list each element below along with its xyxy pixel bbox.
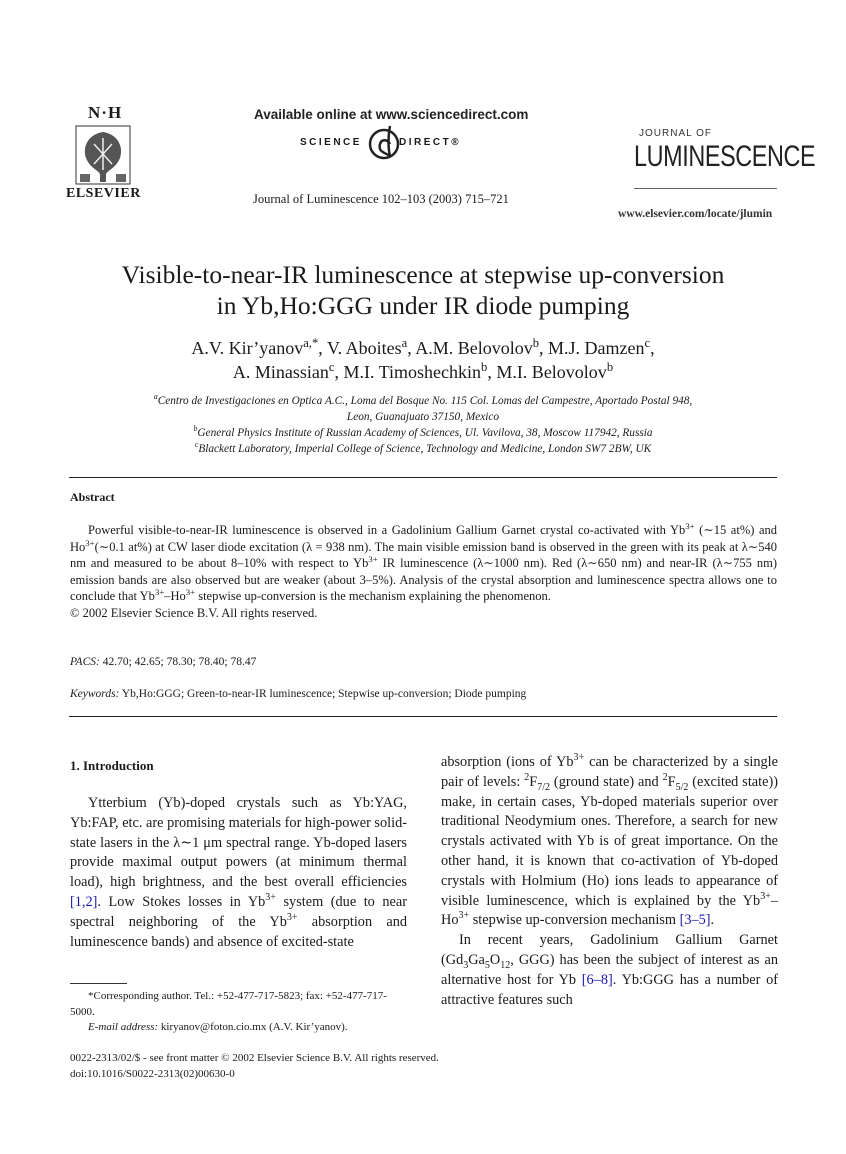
journal-logo-small: JOURNAL OF <box>639 128 712 139</box>
divider <box>69 716 777 717</box>
footnote: *Corresponding author. Tel.: +52-477-717-5823; fax: +52-477-717-5000. E-mail address: kiryanov@foton.cio.mx (A.V. Kir’yanov). <box>70 990 387 1033</box>
citation-link[interactable]: [3–5] <box>679 912 711 929</box>
author: , M.J. Damzen <box>539 338 645 358</box>
section-heading: 1. Introduction <box>70 758 154 773</box>
author-affil-sup: a <box>401 336 408 350</box>
author-affil-sup: b <box>481 360 488 374</box>
abstract-heading: Abstract <box>70 490 115 504</box>
elsevier-tree-logo-icon <box>74 124 132 186</box>
intro-right-column <box>441 753 778 1010</box>
author-line-2 <box>0 360 846 384</box>
author: , M.I. Belovolov <box>487 362 607 382</box>
citation-link[interactable]: [1,2] <box>70 893 98 910</box>
author-affil-sup: c <box>328 360 335 374</box>
author: , A.M. Belovolov <box>407 338 533 358</box>
footnote-rule <box>70 983 127 984</box>
title-line: in Yb,Ho:GGG under IR diode pumping <box>216 291 630 320</box>
sciencedirect-left: SCIENCE <box>300 137 362 148</box>
author: A.V. Kir’yanov <box>191 338 304 358</box>
affiliation-b: $^b$General Physics Institute of Russian Academy of Sciences, Ul. Vavilova, 38, Moscow 117942, Russia <box>193 424 653 439</box>
author-affil-sup: a, <box>303 336 312 350</box>
journal-logo-rule <box>634 188 777 189</box>
keywords: Keywords: Yb,Ho:GGG; Green-to-near-IR luminescence; Stepwise up-conversion; Diode pumping <box>70 688 527 700</box>
author-line-1: A.V. Kir’yanov$^{a,*}$, V. Aboites$^a$, A.M. Belovolov$^b$, M.J. Damzen$^c$, <box>191 336 655 358</box>
journal-reference: Journal of Luminescence 102–103 (2003) 715–721 <box>253 192 509 206</box>
divider <box>69 477 777 478</box>
journal-url[interactable]: www.elsevier.com/locate/jlumin <box>618 208 773 220</box>
author-affil-sup: b <box>606 360 614 374</box>
author: A. Minassian <box>232 362 329 382</box>
sciencedirect-d-icon <box>366 122 402 162</box>
paragraph: In recent years, Gadolinium Gallium Garnet ($Gd_3Ga_5O_{12}$, GGG) has been the subject of interest as an alternative host for Yb [6–8]. Yb:GGG has a number of attractive features such <box>441 932 778 1008</box>
doi[interactable]: doi:10.1016/S0022-2313(02)00630-0 <box>70 1068 235 1080</box>
author-affil-sup: b <box>532 336 540 350</box>
affiliation-a: $^a$Centro de Investigaciones en Optica A.C., Loma del Bosque No. 115 Col. Lomas del Campestre, Aportado Postal 948, <box>153 392 693 407</box>
publisher-name: ELSEVIER <box>66 186 141 201</box>
abstract-copyright: © 2002 Elsevier Science B.V. All rights reserved. <box>70 605 318 620</box>
front-matter: 0022-2313/02/$ - see front matter © 2002 Elsevier Science B.V. All rights reserved. doi:10.1016/S0022-2313(02)00630-0 <box>70 1052 439 1080</box>
title-line: Visible-to-near-IR luminescence at stepwise up-conversion <box>121 260 725 289</box>
affiliations <box>0 393 846 457</box>
abstract-body: Powerful visible-to-near-IR luminescence is observed in a Gadolinium Gallium Garnet crystal co-activated with $Yb^{3+}$ (∼15 at%) and $Ho^{3+}(\sim 0.1$ at%) at CW laser diode excitation (λ = 938 nm). The main visible emission band is observed in the green with its peak at λ∼540 nm and measured to be about 8–10% with respect to $Yb^{3+}$ IR luminescence (λ∼1000 nm). Red (λ∼650 nm) and near-IR (λ∼755 nm) emission bands are also observed but are weaker (about 3–5%). Analysis of the crystal absorption and luminescence spectra allows one to conclude that $Yb^{3+}-Ho^{3+}$ stepwise up-conversion is the mechanism explaining the phenomenon. © 2002 Elsevier Science B.V. All rights reserved. <box>70 520 777 620</box>
author: , V. Aboites <box>318 338 402 358</box>
affiliation-a-cont: Leon, Guanajuato 37150, Mexico <box>346 411 500 423</box>
email-link[interactable]: kiryanov@foton.cio.mx (A.V. Kir’yanov). <box>158 1021 348 1033</box>
journal-logo-big: LUMINESCENCE <box>634 140 816 173</box>
intro-left-column: Ytterbium (Yb)-doped crystals such as Yb:YAG, Yb:FAP, etc. are promising materials for high-power solid-state lasers in the λ∼1 μm spectral range. Yb-doped lasers provide maximal output powers (at minimum thermal load), high brightness, and the best overall efficiencies [1,2]. Low Stokes losses in $Yb^{3+}$ system (due to near spectral neighboring of the $Yb^{3+}$ absorption and luminescence bands) and absence of excited-state <box>70 795 407 950</box>
available-online: Available online at www.sciencedirect.com <box>254 107 529 122</box>
paragraph: absorption (ions of $Yb^{3+}$ can be characterized by a single pair of levels: $^2F_{7/2}$ (ground state) and $^2F_{5/2}$ (excited state)) make, in certain cases, Yb-doped materials superior over traditional Neodymium ones. Therefore, a search for new crystals activated with Yb is of great importance. On the other hand, it is known that co-activation of Yb-doped crystals with Holmium (Ho) ions leads to appearance of visible luminescence, which is explained by the $Yb^{3+}-Ho^{3+}$ stepwise up-conversion mechanism [3–5]. <box>441 752 778 929</box>
publisher-mark: N·H <box>88 103 123 122</box>
author-list <box>0 336 846 384</box>
paper-title <box>0 259 846 321</box>
sciencedirect-right: DIRECT® <box>399 137 462 148</box>
affiliation-c: $^c$Blackett Laboratory, Imperial College of Science, Technology and Medicine, London SW7 2BW, UK <box>194 440 652 455</box>
author-affil-sup: c <box>644 336 651 350</box>
pacs: PACS: 42.70; 42.65; 78.30; 78.40; 78.47 <box>70 656 257 668</box>
citation-link[interactable]: [6–8] <box>581 971 613 988</box>
author: , M.I. Timoshechkin <box>334 362 482 382</box>
